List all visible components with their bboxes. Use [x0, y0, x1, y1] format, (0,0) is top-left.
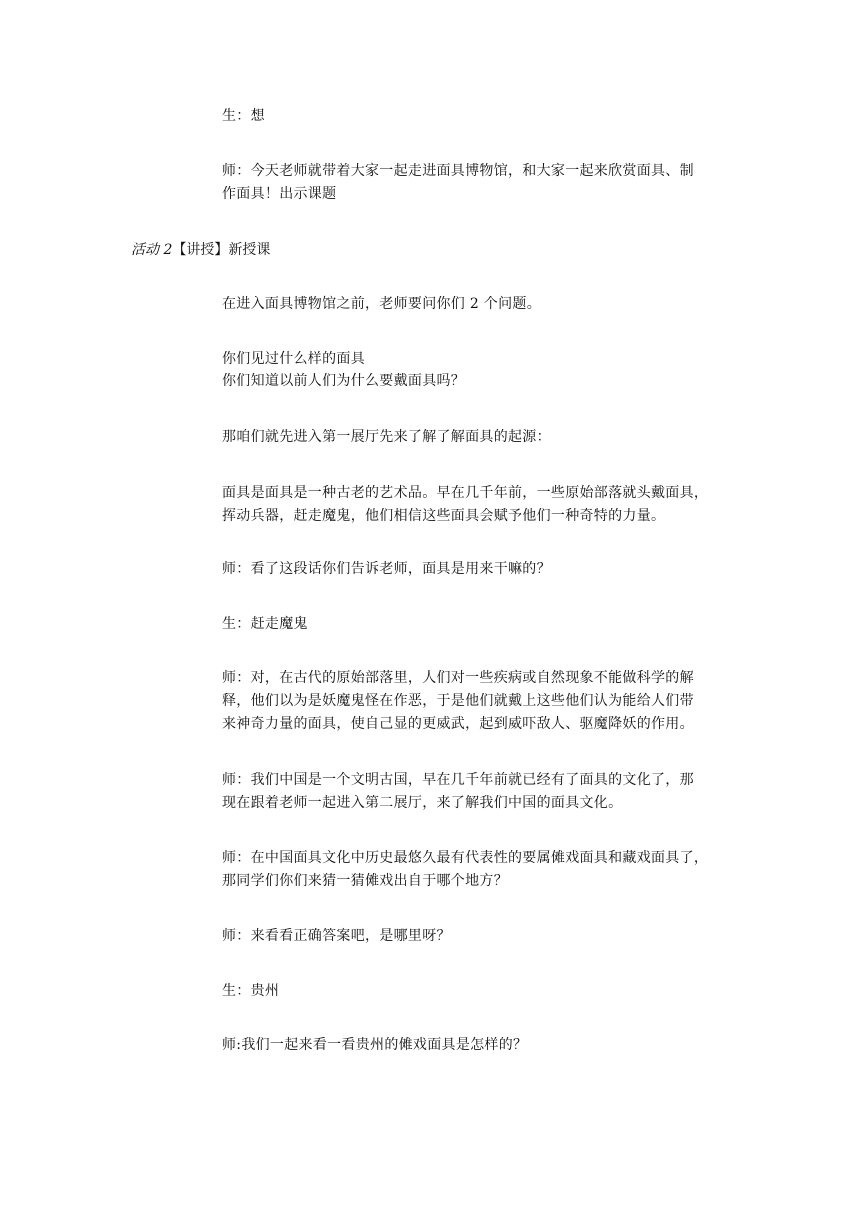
teacher-question-purpose: 师：看了这段话你们告诉老师，面具是用来干嘛的？ — [222, 561, 551, 577]
teacher-china-line-1: 师：我们中国是一个文明古国，早在几千年前就已经有了面具的文化了，那 — [222, 772, 694, 788]
activity-heading — [131, 239, 270, 261]
activity-type: 【讲授】 — [172, 242, 229, 258]
question-2: 你们知道以前人们为什么要戴面具吗？ — [222, 373, 466, 389]
student-reply-guizhou: 生：贵州 — [222, 983, 280, 999]
teacher-nuo-line-1: 师：在中国面具文化中历史最悠久最有代表性的要属傩戏面具和藏戏面具了， — [222, 850, 709, 866]
teacher-intro-line-1: 师：今天老师就带着大家一起走进面具博物馆，和大家一起来欣赏面具、制 — [222, 163, 694, 179]
activity-number: 活动 2 — [131, 242, 173, 258]
teacher-guizhou-masks: 师:我们一起来看一看贵州的傩戏面具是怎样的？ — [222, 1037, 528, 1053]
student-reply-demons: 生：赶走魔鬼 — [222, 616, 308, 632]
teacher-explain-line-1: 师：对，在古代的原始部落里，人们对一些疾病或自然现象不能做科学的解 — [222, 670, 694, 686]
student-reply-xiang: 生：想 — [222, 108, 265, 124]
teacher-china-line-2: 现在跟着老师一起进入第二展厅，来了解我们中国的面具文化。 — [222, 795, 623, 811]
mask-origin-line-2: 挥动兵器，赶走魔鬼，他们相信这些面具会赋予他们一种奇特的力量。 — [222, 508, 666, 524]
teacher-nuo-line-2: 那同学们你们来猜一猜傩戏出自于哪个地方？ — [222, 873, 508, 889]
question-intro: 在进入面具博物馆之前，老师要问你们 2 个问题。 — [222, 296, 542, 312]
teacher-explain-line-3: 来神奇力量的面具，使自己显的更威武，起到威吓敌人、驱魔降妖的作用。 — [222, 716, 694, 732]
hall-one-intro: 那咱们就先进入第一展厅先来了解了解面具的起源： — [222, 429, 551, 445]
mask-origin-line-1: 面具是面具是一种古老的艺术品。早在几千年前，一些原始部落就头戴面具， — [222, 485, 709, 501]
teacher-answer-prompt: 师：来看看正确答案吧，是哪里呀？ — [222, 928, 451, 944]
teacher-explain-line-2: 释，他们以为是妖魔鬼怪在作恶，于是他们就戴上这些他们认为能给人们带 — [222, 693, 694, 709]
question-1: 你们见过什么样的面具 — [222, 351, 365, 367]
activity-title: 新授课 — [228, 242, 271, 258]
teacher-intro-line-2: 作面具！出示课题 — [222, 186, 337, 202]
